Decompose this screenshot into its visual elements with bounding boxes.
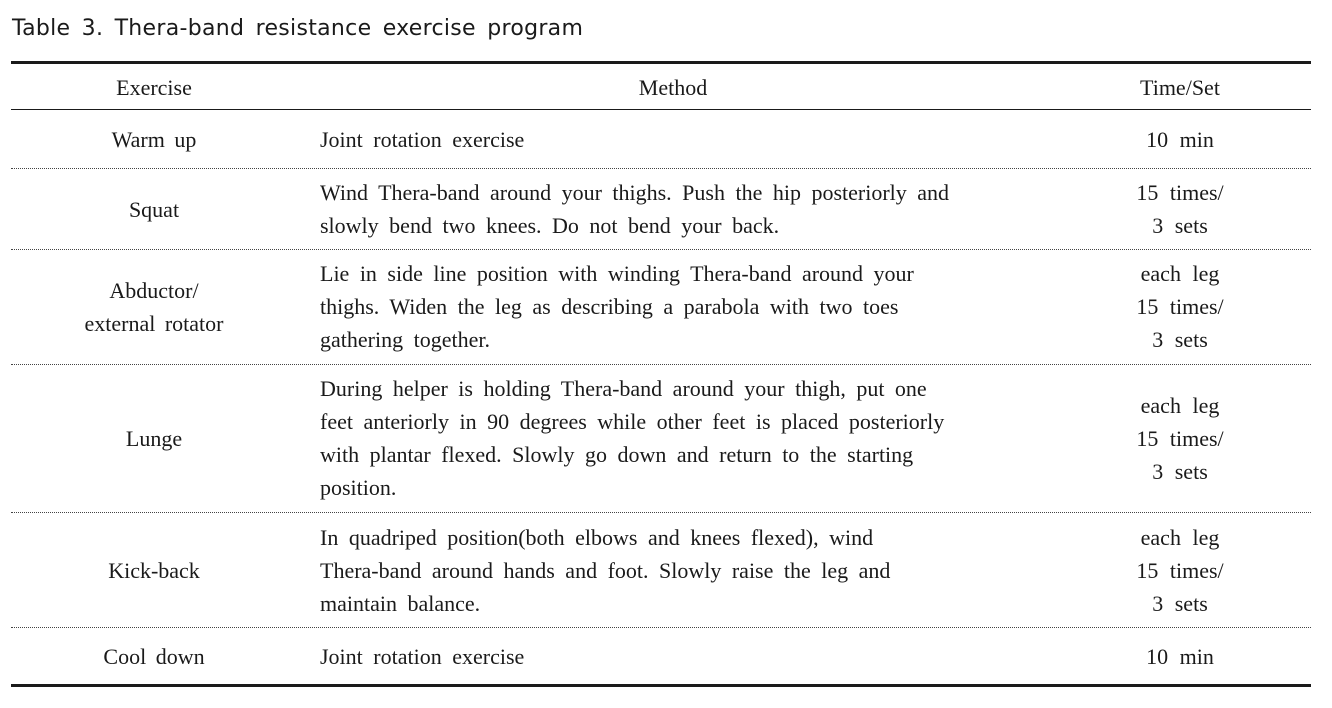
header-method xyxy=(320,66,1026,108)
row-method xyxy=(320,111,1045,167)
row-divider xyxy=(11,512,1311,513)
row-method xyxy=(320,629,1045,683)
header-time xyxy=(1050,66,1310,108)
row-method xyxy=(320,251,1045,362)
row-exercise xyxy=(11,629,297,683)
row-exercise-text: Warm up xyxy=(111,126,197,152)
row-time xyxy=(1050,111,1310,167)
header-exercise xyxy=(11,66,297,108)
row-time xyxy=(1050,514,1310,626)
row-time-text: 10 min xyxy=(1146,126,1214,152)
row-divider xyxy=(11,249,1311,250)
row-method-text: Wind Thera-band around your thighs. Push the hip posteriorly and slowly bend two knees. Do not bend your back. xyxy=(320,180,950,238)
table-bottom-rule xyxy=(11,684,1311,687)
header-exercise-label: Exercise xyxy=(116,74,192,100)
row-method-text: Joint rotation exercise xyxy=(320,126,525,152)
row-time-text: each leg 15 times/ 3 sets xyxy=(1136,524,1224,616)
header-time-label: Time/Set xyxy=(1140,74,1220,100)
row-time xyxy=(1050,251,1310,362)
row-exercise xyxy=(11,170,297,248)
table-top-rule xyxy=(11,61,1311,64)
row-exercise-text: Kick-back xyxy=(108,557,200,583)
row-exercise xyxy=(11,251,297,362)
row-time xyxy=(1050,170,1310,248)
row-divider xyxy=(11,168,1311,169)
row-exercise xyxy=(11,111,297,167)
row-exercise xyxy=(11,366,297,510)
row-time xyxy=(1050,629,1310,683)
row-method-text: In quadriped position(both elbows and knees flexed), wind Thera-band around hands and foot. Slowly raise the leg and maintain balance. xyxy=(320,524,891,616)
row-time-text: 10 min xyxy=(1146,643,1214,669)
row-method xyxy=(320,514,1045,626)
row-time xyxy=(1050,366,1310,510)
row-divider xyxy=(11,364,1311,365)
row-divider xyxy=(11,627,1311,628)
row-exercise xyxy=(11,514,297,626)
row-method xyxy=(320,170,1045,248)
row-method xyxy=(320,366,1045,510)
row-time-text: each leg 15 times/ 3 sets xyxy=(1136,261,1224,352)
row-time-text: 15 times/ 3 sets xyxy=(1136,180,1224,238)
row-exercise-text: Abductor/ external rotator xyxy=(84,277,224,336)
row-method-text: Joint rotation exercise xyxy=(320,643,525,669)
row-time-text: each leg 15 times/ 3 sets xyxy=(1136,392,1224,484)
row-method-text: During helper is holding Thera-band around your thigh, put one feet anteriorly in 90 degrees while other feet is placed posteriorly with plantar flexed. Slowly go down and return to the starting position. xyxy=(320,376,945,500)
row-exercise-text: Lunge xyxy=(125,425,183,451)
header-method-label: Method xyxy=(638,74,708,100)
row-exercise-text: Squat xyxy=(128,196,180,222)
row-exercise-text: Cool down xyxy=(103,643,205,669)
table-header-rule xyxy=(11,109,1311,110)
row-method-text: Lie in side line position with winding Thera-band around your thighs. Widen the leg as describing a parabola with two toes gathering together. xyxy=(320,261,914,352)
table-caption: Table 3. Thera-band resistance exercise program xyxy=(12,16,584,41)
